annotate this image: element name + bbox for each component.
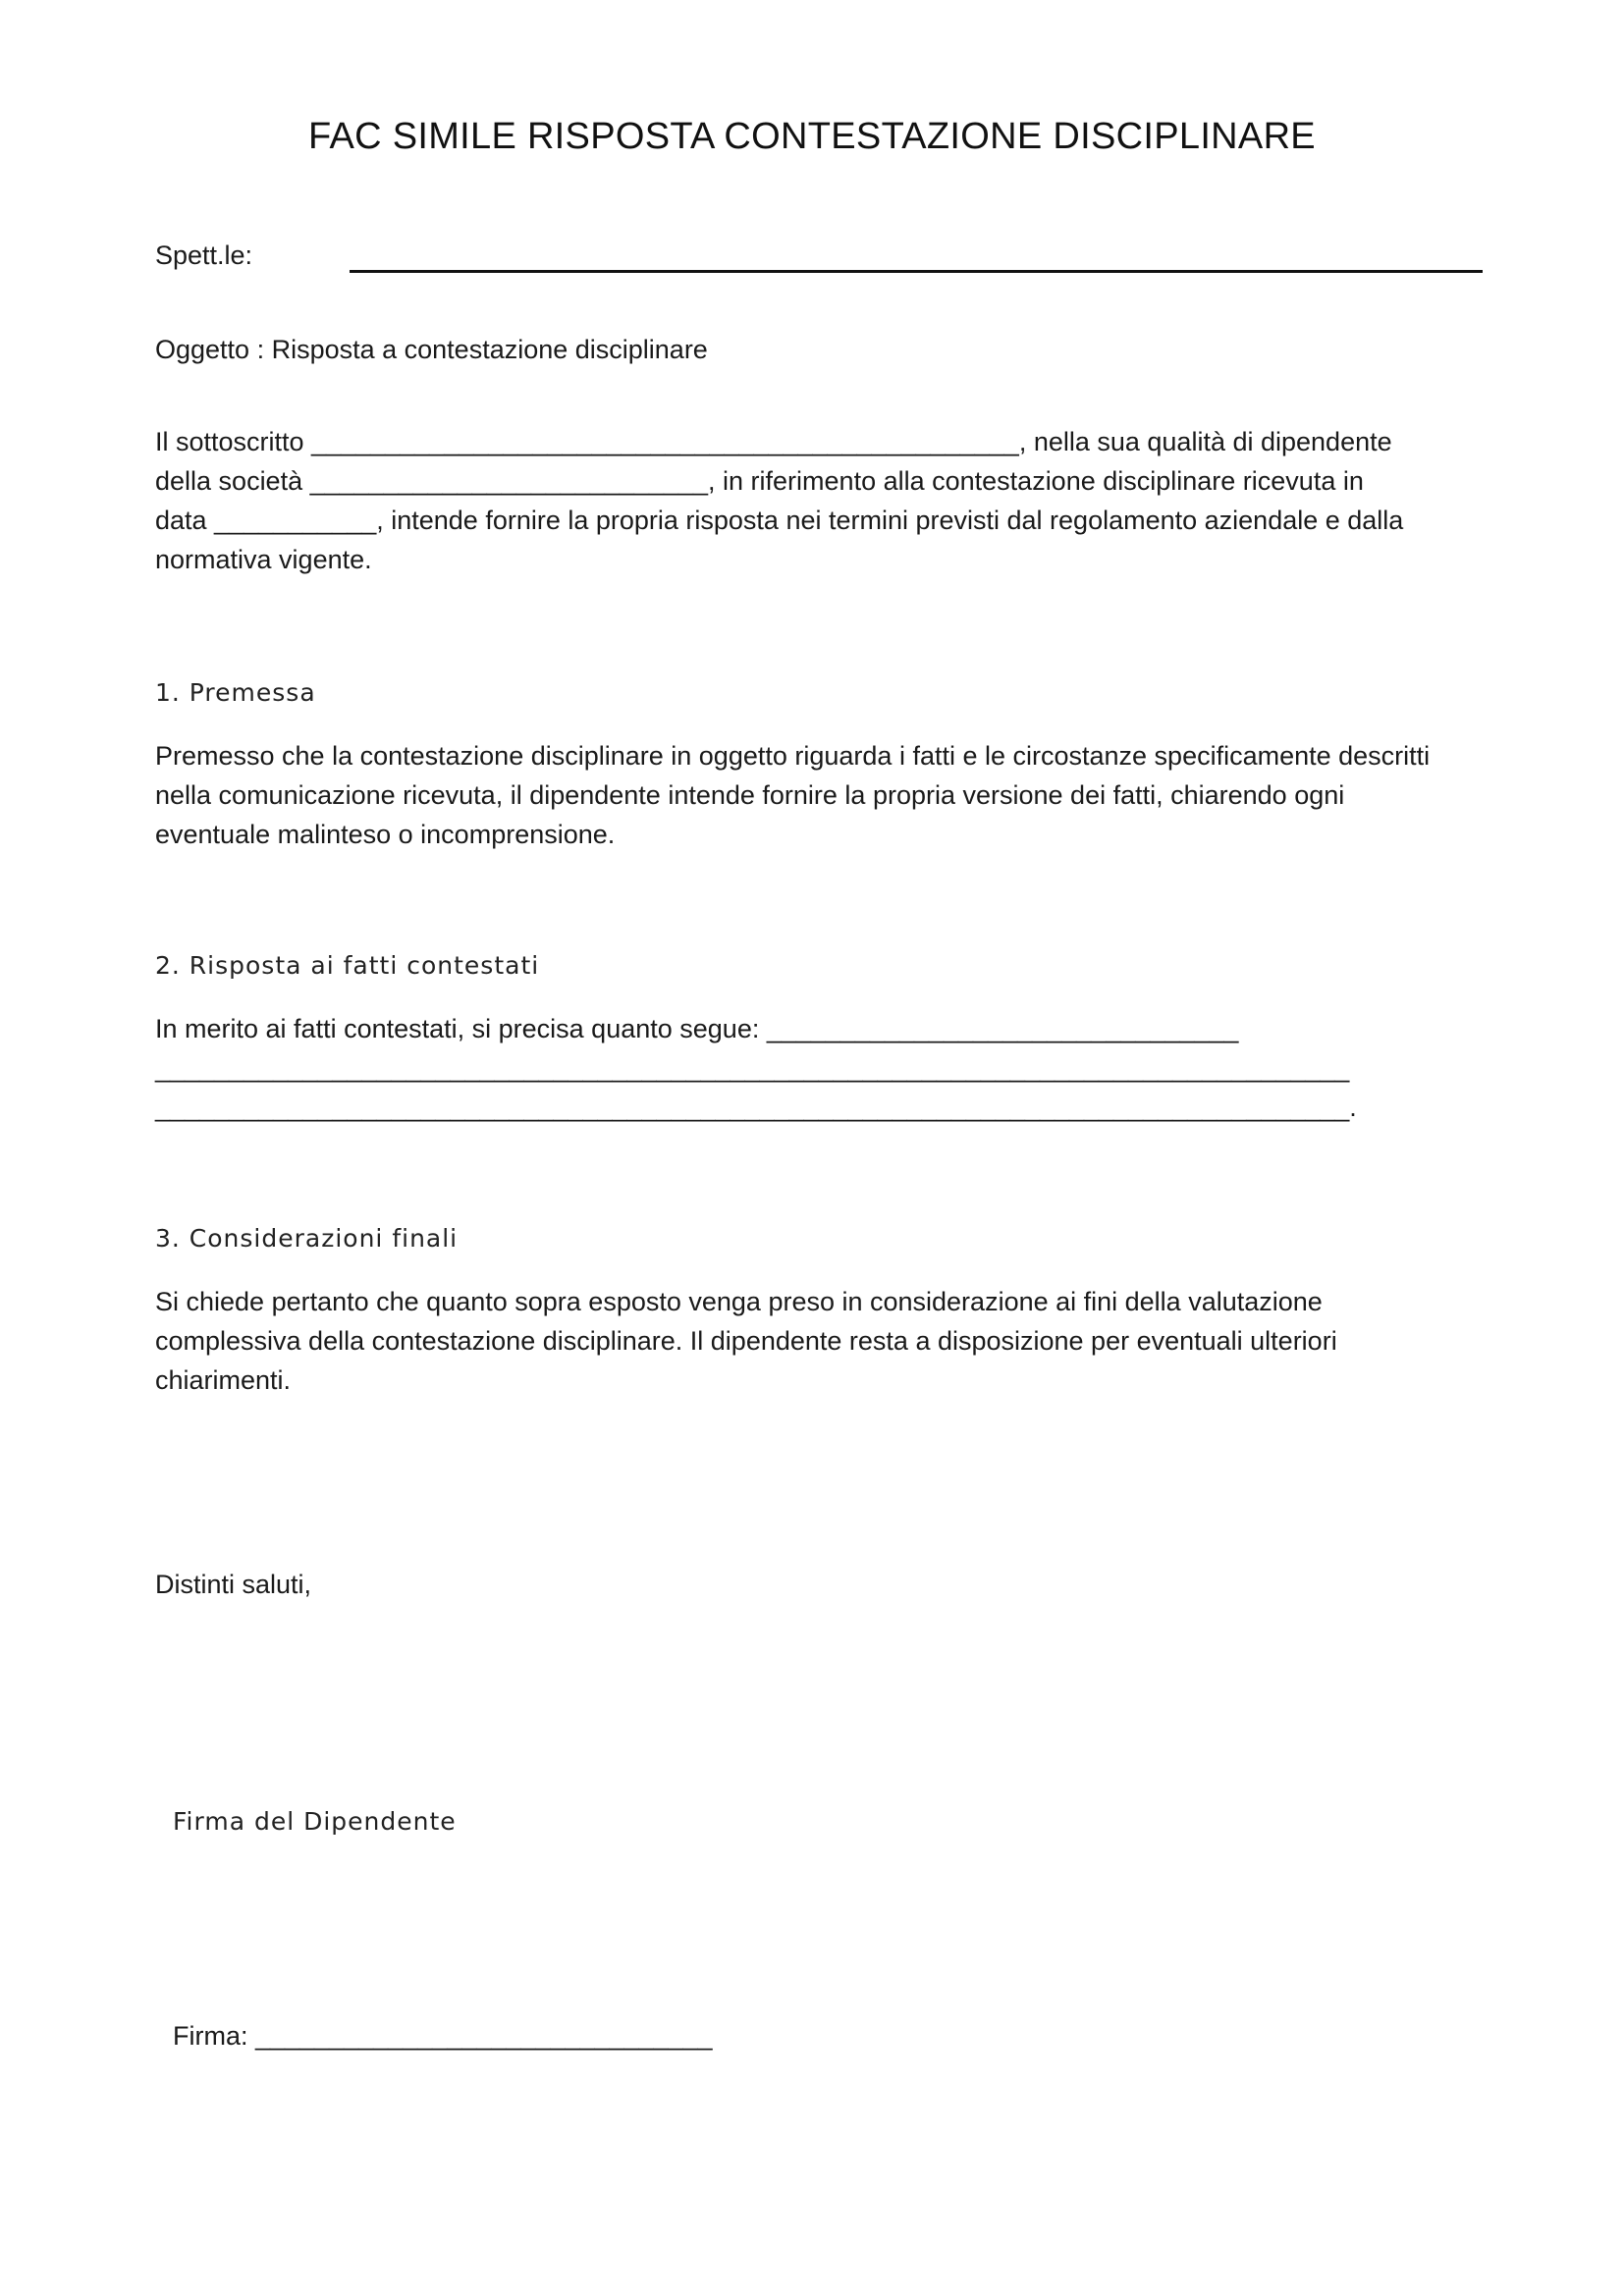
intro-line: della società ___________________________, in riferimento alla contestazione disciplinare ricevuta in bbox=[155, 466, 1364, 496]
signature-heading: Firma del Dipendente bbox=[173, 1807, 457, 1836]
section-2-line: _________________________________________________________________________________ bbox=[155, 1053, 1350, 1083]
closing-greeting: Distinti saluti, bbox=[155, 1570, 312, 1599]
intro-line: normativa vigente. bbox=[155, 545, 372, 574]
recipient-label: Spett.le: bbox=[155, 240, 253, 270]
intro-line: Il sottoscritto ________________________________________________, nella sua qualità di dipendente bbox=[155, 427, 1392, 456]
recipient-underline bbox=[350, 270, 1483, 273]
intro-line: data ___________, intende fornire la propria risposta nei termini previsti dal regolamento aziendale e dalla bbox=[155, 506, 1404, 535]
section-2-line: _________________________________________________________________________________. bbox=[155, 1093, 1357, 1122]
section-1-heading: 1. Premessa bbox=[155, 678, 316, 707]
section-3-line: complessiva della contestazione disciplinare. Il dipendente resta a disposizione per eventuali ulteriori bbox=[155, 1326, 1337, 1356]
section-3-line: Si chiede pertanto che quanto sopra esposto venga preso in considerazione ai fini della valutazione bbox=[155, 1287, 1323, 1316]
section-1-line: nella comunicazione ricevuta, il dipendente intende fornire la propria versione dei fatti, chiarendo ogni bbox=[155, 780, 1345, 810]
section-1-line: Premesso che la contestazione disciplinare in oggetto riguarda i fatti e le circostanze specificamente descritti bbox=[155, 741, 1431, 771]
section-2-heading: 2. Risposta ai fatti contestati bbox=[155, 951, 540, 980]
section-3-line: chiarimenti. bbox=[155, 1365, 292, 1395]
document-title: FAC SIMILE RISPOSTA CONTESTAZIONE DISCIPLINARE bbox=[308, 116, 1316, 157]
subject-line: Oggetto : Risposta a contestazione disciplinare bbox=[155, 335, 708, 364]
section-1-line: eventuale malinteso o incomprensione. bbox=[155, 820, 616, 849]
signature-line: Firma: _______________________________ bbox=[173, 2021, 713, 2051]
section-2-line: In merito ai fatti contestati, si precisa quanto segue: ________________________________ bbox=[155, 1014, 1239, 1043]
section-3-heading: 3. Considerazioni finali bbox=[155, 1224, 459, 1253]
